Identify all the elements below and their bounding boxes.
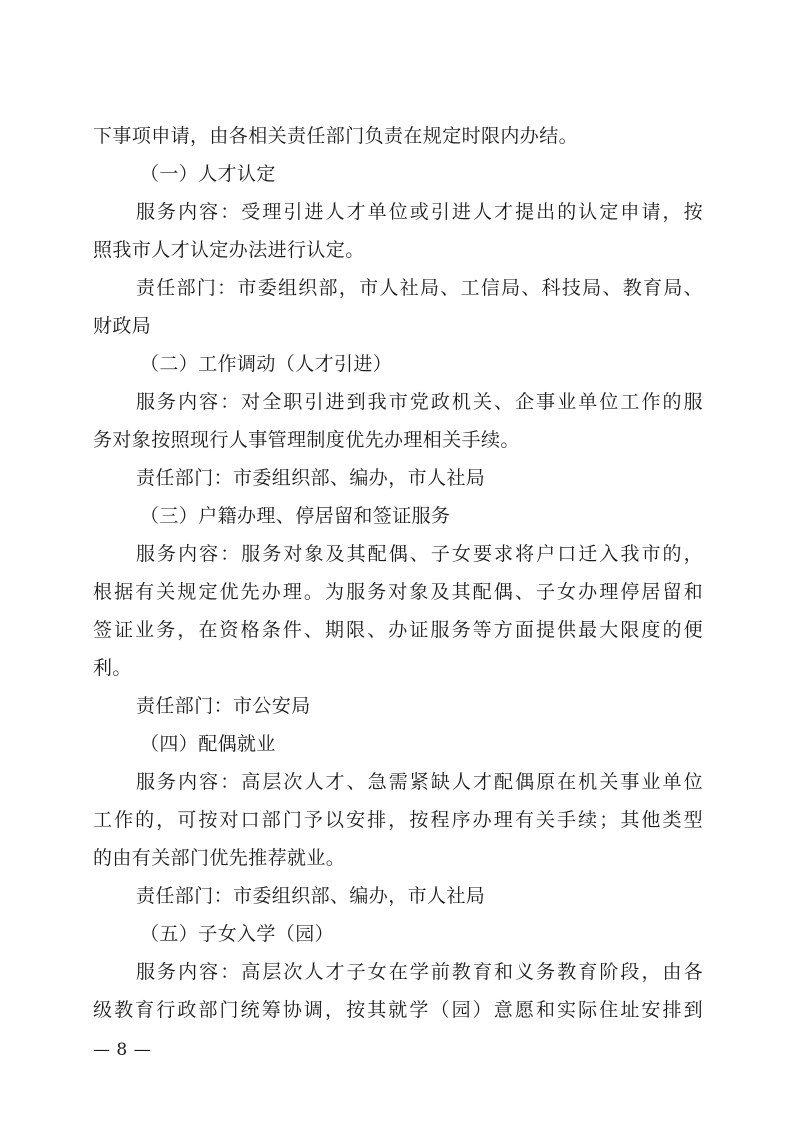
text-line: 服务内容：高层次人才子女在学前教育和义务教育阶段，由各 [136, 961, 703, 983]
text-line: 财政局 [93, 315, 152, 337]
text-line: 级教育行政部门统筹协调，按其就学（园）意愿和实际住址安排到 [93, 999, 703, 1021]
text-line: 责任部门：市委组织部、编办，市人社局 [136, 467, 486, 489]
section-heading: （二）工作调动（人才引进） [140, 353, 393, 375]
text-line: 务对象按照现行人事管理制度优先办理相关手续。 [93, 429, 520, 451]
text-line: 服务内容：服务对象及其配偶、子女要求将户口迁入我市的， [136, 543, 703, 565]
text-line: 责任部门：市委组织部、编办，市人社局 [136, 885, 486, 907]
text-line: 服务内容：对全职引进到我市党政机关、企事业单位工作的服 [136, 391, 703, 413]
section-heading: （三）户籍办理、停居留和签证服务 [140, 505, 451, 527]
text-line: 服务内容：受理引进人才单位或引进人才提出的认定申请，按 [136, 201, 703, 223]
section-heading: （四）配偶就业 [140, 733, 276, 755]
text-line: 责任部门：市委组织部，市人社局、工信局、科技局、教育局、 [136, 277, 703, 299]
text-line: 照我市人才认定办法进行认定。 [93, 239, 365, 261]
text-line: 利。 [93, 657, 132, 679]
section-heading: （一）人才认定 [140, 163, 276, 185]
text-line: 下事项申请，由各相关责任部门负责在规定时限内办结。 [93, 125, 579, 147]
text-line: 签证业务，在资格条件、期限、办证服务等方面提供最大限度的便 [93, 619, 703, 641]
text-line: 的由有关部门优先推荐就业。 [93, 847, 346, 869]
text-line: 责任部门：市公安局 [136, 695, 311, 717]
text-line: 服务内容：高层次人才、急需紧缺人才配偶原在机关事业单位 [136, 771, 703, 793]
page-number: — 8 — [93, 1040, 152, 1060]
text-line: 根据有关规定优先办理。为服务对象及其配偶、子女办理停居留和 [93, 581, 703, 603]
text-line: 工作的，可按对口部门予以安排，按程序办理有关手续；其他类型 [93, 809, 703, 831]
section-heading: （五）子女入学（园） [140, 923, 335, 945]
